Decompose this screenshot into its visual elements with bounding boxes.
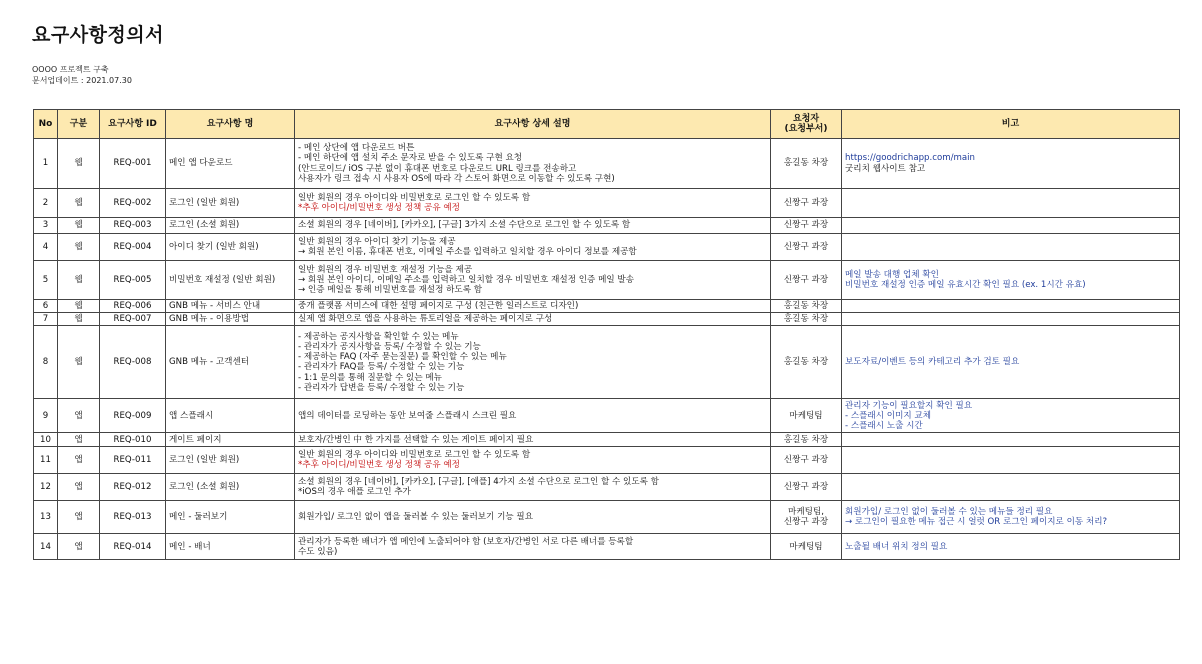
table-row [34, 447, 1180, 474]
row-desc-note: *추후 아이디/비밀번호 생성 정책 공유 예정 [298, 203, 460, 213]
row-desc: 회원가입/ 로그인 없이 앱을 둘러볼 수 있는 둘러보기 기능 필요 [298, 512, 534, 523]
row-requester: 신짱구 과장 [771, 218, 842, 234]
row-req-id: REQ-001 [100, 139, 166, 189]
row-desc: 소셜 회원의 경우 [네이버], [카카오], [구글] 3가지 소셜 수단으로 로그인 할 수 있도록 함 [298, 220, 631, 231]
row-type: 앱 [58, 447, 100, 474]
row-desc-cell [295, 447, 771, 474]
note-link[interactable]: https://goodrichapp.com/main [845, 153, 975, 164]
row-desc-cell [295, 474, 771, 501]
row-desc: 일반 회원의 경우 비밀번호 재설정 기능을 제공 → 회원 본인 아이디, 이메일 주소를 입력하고 일치할 경우 비밀번호 재설정 인증 메일 발송 → 인증 메일을 통해 비밀번호를 재설정 하도록 함 [298, 264, 635, 296]
row-type: 앱 [58, 474, 100, 501]
row-desc-cell [295, 501, 771, 534]
header-req-id: 요구사항 ID [100, 110, 166, 139]
note-text: 회원가입/ 로그인 없이 둘러볼 수 있는 메뉴들 정리 필요 → 로그인이 필요한 메뉴 접근 시 얼럿 OR 로그인 페이지로 이동 처리? [845, 507, 1108, 528]
row-req-id: REQ-006 [100, 300, 166, 313]
row-req-id: REQ-008 [100, 326, 166, 399]
row-no: 13 [34, 501, 58, 534]
row-req-name: GNB 메뉴 - 서비스 안내 [166, 300, 295, 313]
row-req-name: 아이디 찾기 (일반 회원) [166, 234, 295, 261]
row-req-id: REQ-010 [100, 433, 166, 447]
row-desc: 일반 회원의 경우 아이디와 비밀번호로 로그인 할 수 있도록 함 [298, 192, 531, 203]
row-no: 6 [34, 300, 58, 313]
row-desc-cell [295, 139, 771, 189]
row-req-name: 비밀번호 재설정 (일반 회원) [166, 261, 295, 300]
row-type: 앱 [58, 433, 100, 447]
row-note-cell [842, 139, 1180, 189]
row-desc-cell [295, 313, 771, 326]
row-no: 4 [34, 234, 58, 261]
row-desc-cell [295, 326, 771, 399]
row-desc: 일반 회원의 경우 아이디 찾기 기능을 제공 → 회원 본인 이름, 휴대폰 번호, 이메일 주소를 입력하고 일치할 경우 아이디 정보를 제공함 [298, 236, 637, 257]
header-row [34, 110, 1180, 139]
row-desc-cell [295, 433, 771, 447]
row-no: 7 [34, 313, 58, 326]
row-note-cell [842, 326, 1180, 399]
note-text: 굿리치 웹사이트 참고 [845, 163, 926, 174]
row-type: 웹 [58, 261, 100, 300]
row-note-cell [842, 534, 1180, 560]
row-note-cell [842, 300, 1180, 313]
row-req-name: 로그인 (일반 회원) [166, 447, 295, 474]
row-type: 웹 [58, 189, 100, 218]
table-row [34, 501, 1180, 534]
row-desc-note: *추후 아이디/비밀번호 생성 정책 공유 예정 [298, 460, 460, 471]
row-no: 14 [34, 534, 58, 560]
row-type: 웹 [58, 300, 100, 313]
table-row [34, 313, 1180, 326]
row-desc-cell [295, 534, 771, 560]
row-req-name: GNB 메뉴 - 고객센터 [166, 326, 295, 399]
row-type: 앱 [58, 534, 100, 560]
header-no: No [34, 110, 58, 139]
row-no: 12 [34, 474, 58, 501]
row-req-name: 메인 - 둘러보기 [166, 501, 295, 534]
row-desc: - 메인 상단에 앱 다운로드 버튼 - 메인 하단에 앱 설치 주소 문자로 받을 수 있도록 구현 요청 (안드로이드/ iOS 구분 없이 휴대폰 번호로 다운로드 URL 링크를 전송하고 사용자가 링크 접속 시 사용자 OS에 따라 각 스토어 화면으로 이동할 수 있도록 구현) [298, 143, 615, 184]
row-desc: 관리자가 등록한 배너가 앱 메인에 노출되어야 함 (보호자/간병인 서로 다른 배너를 등록할 수도 있음) [298, 536, 634, 557]
row-req-name: 앱 스플래시 [166, 399, 295, 433]
row-note-cell [842, 433, 1180, 447]
row-note-cell [842, 261, 1180, 300]
row-type: 웹 [58, 313, 100, 326]
row-note-cell [842, 189, 1180, 218]
row-requester: 마케팅팀, 신짱구 과장 [771, 501, 842, 534]
row-desc-cell [295, 261, 771, 300]
row-no: 9 [34, 399, 58, 433]
row-no: 11 [34, 447, 58, 474]
row-requester: 신짱구 과장 [771, 189, 842, 218]
row-note-cell [842, 218, 1180, 234]
row-requester: 마케팅팀 [771, 534, 842, 560]
row-requester: 마케팅팀 [771, 399, 842, 433]
row-desc: 일반 회원의 경우 아이디와 비밀번호로 로그인 할 수 있도록 함 [298, 450, 531, 461]
row-desc: 소셜 회원의 경우 [네이버], [카카오], [구글], [애플] 4가지 소셜 수단으로 로그인 할 수 있도록 함 *iOS의 경우 애플 로그인 추가 [298, 477, 659, 498]
row-requester: 홍길동 차장 [771, 139, 842, 189]
row-type: 웹 [58, 326, 100, 399]
row-type: 웹 [58, 218, 100, 234]
row-req-id: REQ-014 [100, 534, 166, 560]
row-note-cell [842, 474, 1180, 501]
row-no: 10 [34, 433, 58, 447]
row-req-id: REQ-002 [100, 189, 166, 218]
row-note-cell [842, 501, 1180, 534]
note-text: 관리자 기능이 필요할지 확인 필요 - 스플래시 이미지 교체 - 스플래시 노출 시간 [845, 400, 973, 431]
table-row [34, 218, 1180, 234]
row-requester: 홍길동 차장 [771, 313, 842, 326]
row-no: 8 [34, 326, 58, 399]
row-desc: - 제공하는 공지사항을 확인할 수 있는 메뉴 - 관리자가 공지사항을 등록/ 수정할 수 있는 기능 - 제공하는 FAQ (자주 묻는질문) 를 확인할 수 있는 메뉴 - 관리자가 FAQ를 등록/ 수정할 수 있는 기능 - 1:1 문의를 통해 질문할 수 있는 메뉴 - 관리자가 답변을 등록/ 수정할 수 있는 기능 [298, 331, 507, 393]
row-requester: 신짱구 과장 [771, 474, 842, 501]
header-type: 구분 [58, 110, 100, 139]
row-type: 웹 [58, 234, 100, 261]
row-desc-cell [295, 189, 771, 218]
row-req-name: 로그인 (일반 회원) [166, 189, 295, 218]
row-requester: 신짱구 과장 [771, 234, 842, 261]
row-req-id: REQ-005 [100, 261, 166, 300]
note-text: 메일 발송 대행 업체 확인 비밀번호 재설정 인증 메일 유효시간 확인 필요 (ex. 1시간 유효) [845, 269, 1086, 290]
row-no: 5 [34, 261, 58, 300]
row-note-cell [842, 399, 1180, 433]
table-row [34, 399, 1180, 433]
row-type: 앱 [58, 399, 100, 433]
note-text: 보도자료/이벤트 등의 카테고리 추가 검토 필요 [845, 357, 1020, 368]
row-note-cell [842, 313, 1180, 326]
row-no: 2 [34, 189, 58, 218]
row-requester: 신짱구 과장 [771, 261, 842, 300]
row-desc: 중개 플랫폼 서비스에 대한 설명 페이지로 구성 (친근한 일러스트로 디자인) [298, 301, 579, 311]
table-row [34, 261, 1180, 300]
note-text: 노출될 배너 위치 정의 필요 [845, 541, 948, 552]
row-type: 웹 [58, 139, 100, 189]
row-req-id: REQ-011 [100, 447, 166, 474]
row-req-name: 메인 - 배너 [166, 534, 295, 560]
header-note: 비고 [842, 110, 1180, 139]
table-row [34, 234, 1180, 261]
table-row [34, 326, 1180, 399]
page-title: 요구사항정의서 [32, 24, 164, 46]
row-req-id: REQ-007 [100, 313, 166, 326]
row-desc-cell [295, 234, 771, 261]
row-requester: 홍길동 차장 [771, 300, 842, 313]
row-requester: 홍길동 차장 [771, 433, 842, 447]
table-row [34, 433, 1180, 447]
row-no: 1 [34, 139, 58, 189]
row-note-cell [842, 234, 1180, 261]
row-desc-cell [295, 399, 771, 433]
row-req-name: GNB 메뉴 - 이용방법 [166, 313, 295, 326]
row-req-id: REQ-003 [100, 218, 166, 234]
table-row [34, 189, 1180, 218]
row-req-name: 로그인 (소셜 회원) [166, 474, 295, 501]
row-requester: 홍길동 차장 [771, 326, 842, 399]
table-row [34, 534, 1180, 560]
header-req-desc: 요구사항 상세 설명 [295, 110, 771, 139]
row-requester: 신짱구 과장 [771, 447, 842, 474]
row-note-cell [842, 447, 1180, 474]
row-desc-cell [295, 218, 771, 234]
document-meta [32, 64, 132, 86]
project-name: OOOO 프로젝트 구축 [32, 65, 109, 74]
header-requester: 요청자 (요청부서) [771, 110, 842, 139]
update-date: 문서업데이트 : 2021.07.30 [32, 76, 132, 85]
row-req-name: 로그인 (소셜 회원) [166, 218, 295, 234]
header-req-name: 요구사항 명 [166, 110, 295, 139]
row-req-id: REQ-012 [100, 474, 166, 501]
table-row [34, 474, 1180, 501]
requirements-table [33, 109, 1180, 560]
row-req-name: 메인 앱 다운로드 [166, 139, 295, 189]
row-req-name: 게이트 페이지 [166, 433, 295, 447]
row-req-id: REQ-009 [100, 399, 166, 433]
row-desc: 실제 앱 화면으로 앱을 사용하는 튜토리얼을 제공하는 페이지로 구성 [298, 314, 553, 325]
table-row [34, 300, 1180, 313]
row-desc-cell [295, 300, 771, 313]
row-desc: 보호자/간병인 中 한 가지를 선택할 수 있는 게이트 페이지 필요 [298, 434, 534, 445]
table-row [34, 139, 1180, 189]
row-desc: 앱의 데이터를 로딩하는 동안 보여줄 스플래시 스크린 필요 [298, 410, 517, 421]
row-type: 앱 [58, 501, 100, 534]
row-no: 3 [34, 218, 58, 234]
row-req-id: REQ-004 [100, 234, 166, 261]
row-req-id: REQ-013 [100, 501, 166, 534]
